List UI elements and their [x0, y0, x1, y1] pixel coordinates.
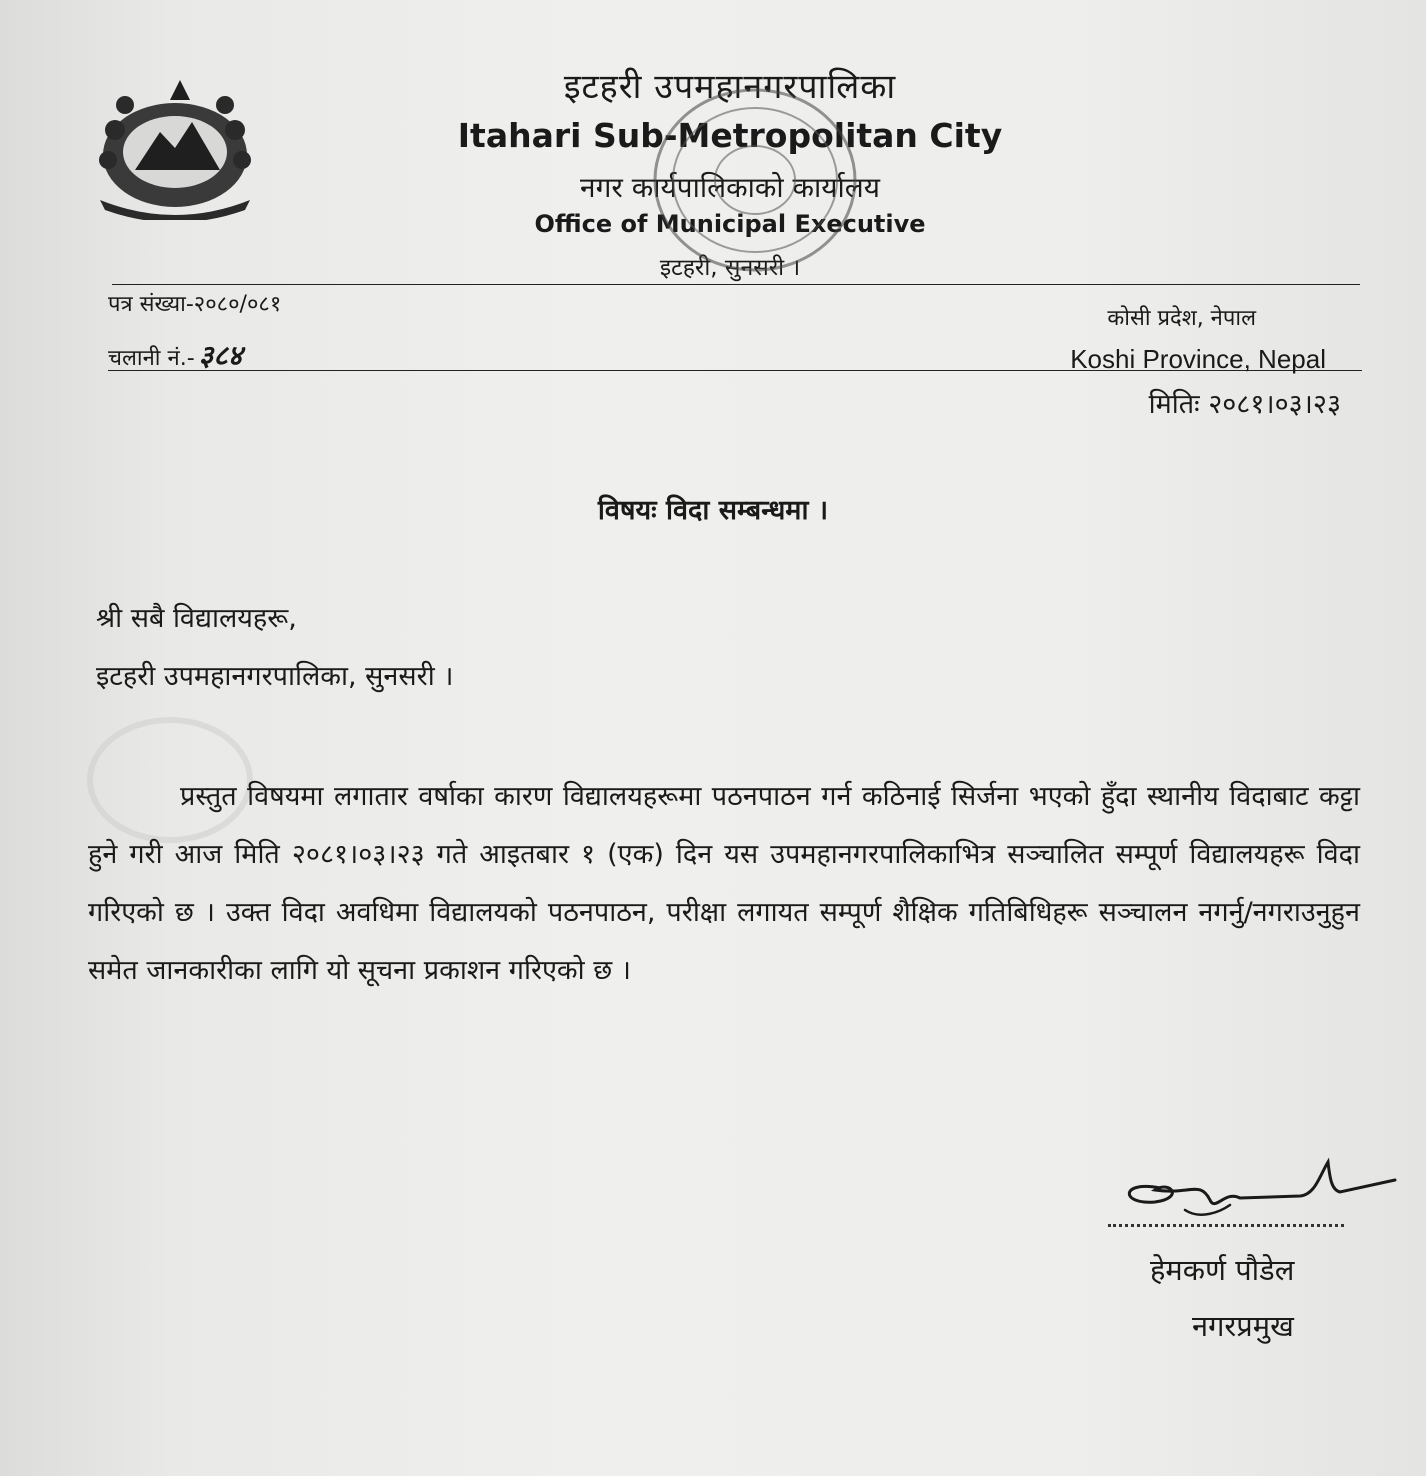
header-office-en: Office of Municipal Executive: [534, 210, 926, 238]
office-seal-stamp-icon: [645, 80, 865, 280]
header-rule-top: [112, 284, 1360, 285]
handwritten-signature-icon: [1100, 1150, 1400, 1230]
header-office-np: नगर कार्यपालिकाको कार्यालय: [580, 171, 880, 204]
addressee-line-1: श्री सबै विद्यालयहरू,: [96, 603, 297, 634]
patra-sankhya: पत्र संख्या-२०८०/०८१: [108, 292, 282, 317]
letter-date: मितिः २०८१।०३।२३: [1148, 389, 1341, 420]
addressee-line-2: इटहरी उपमहानगरपालिका, सुनसरी ।: [96, 661, 454, 692]
chalani-handwritten-number: ३८४: [198, 339, 243, 372]
nepal-emblem-icon: [80, 60, 270, 220]
province-np: कोसी प्रदेश, नेपाल: [1107, 306, 1256, 331]
province-en: Koshi Province, Nepal: [1070, 344, 1326, 374]
header-name-np: इटहरी उपमहानगरपालिका: [563, 67, 897, 107]
signature-dotted-line: [1108, 1224, 1344, 1227]
signatory-name: हेमकर्ण पौडेल: [1150, 1253, 1295, 1287]
signatory-title: नगरप्रमुख: [1192, 1309, 1294, 1343]
letter-body: प्रस्तुत विषयमा लगातार वर्षाका कारण विद्यालयहरूमा पठनपाठन गर्न कठिनाई सिर्जना भएको हुँदा स्थानीय विदाबाट कट्टा हुने गरी आज मिति २०८१।०३।२३ गते आइतबार १ (एक) दिन यस उपमहानगरपालिकाभित्र सञ्चालित सम्पूर्ण विद्यालयहरू विदा गरिएको छ । उक्त विदा अवधिमा विद्यालयको पठनपाठन, परीक्षा लगायत सम्पूर्ण शैक्षिक गतिबिधिहरू सञ्चालन नगर्नु/नगराउनुहुन समेत जानकारीका लागि यो सूचना प्रकाशन गरिएको छ ।: [88, 781, 1360, 986]
header-name-en: Itahari Sub-Metropolitan City: [457, 116, 1003, 155]
chalani-label: चलानी नं.-: [108, 346, 195, 371]
chalani-number-row: [108, 336, 242, 374]
letter-subject: विषयः विदा सम्बन्धमा ।: [597, 495, 829, 526]
header-location-np: इटहरी, सुनसरी ।: [659, 255, 801, 281]
